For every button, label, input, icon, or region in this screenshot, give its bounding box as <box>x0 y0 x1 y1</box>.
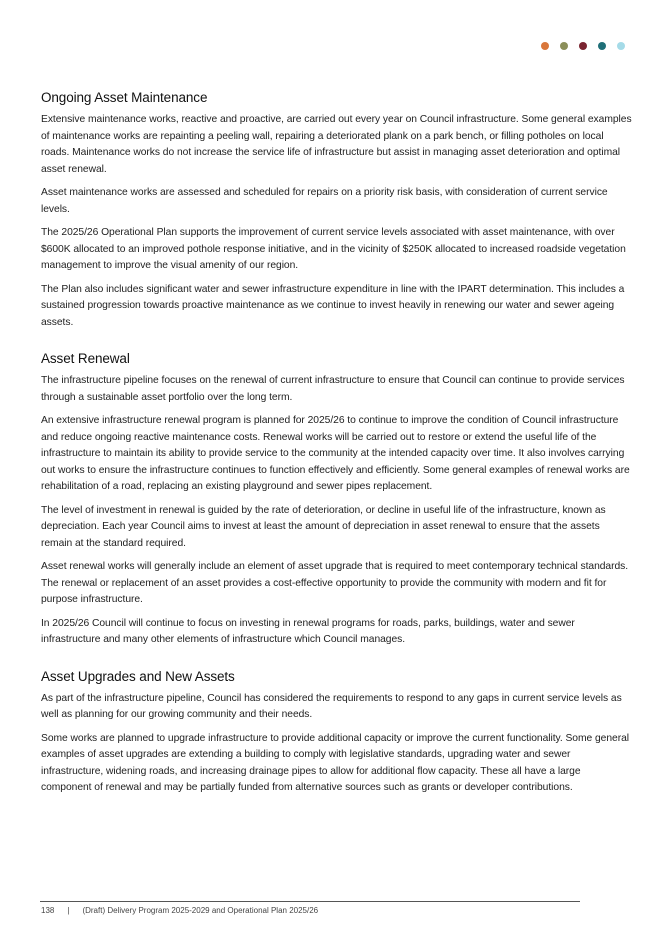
paragraph: In 2025/26 Council will continue to focus on investing in renewal programs for roads, parks, buildings, water and sewer infrastructure and many other elements of infrastructure which Council manages. <box>41 617 575 645</box>
decorative-dots <box>541 42 625 50</box>
maroon-dot <box>579 42 587 50</box>
section-ongoing-asset-maintenance <box>41 88 633 331</box>
footer-divider <box>40 901 580 902</box>
paragraph: An extensive infrastructure renewal program is planned for 2025/26 to continue to improve the condition of Council infrastructure and reduce ongoing reactive maintenance costs. Renewal works will be carried out to restore or extend the useful life of the infrastructure to maintain its ability to provide service to the community at the intended capacity over time. It also involves carrying out works to ensure the infrastructure continues to function effectively and efficiently. Some general examples of renewal works are rehabilitation of a road, replacing an existing playground and sewer pipes replacement. <box>41 415 630 492</box>
paragraph: The level of investment in renewal is guided by the rate of deterioration, or decline in useful life of the infrastructure, known as depreciation. Each year Council aims to invest at least the amount of depreciation in asset renewal to ensure that the assets remain at the standard required. <box>41 504 606 549</box>
document-body <box>41 88 633 815</box>
section-heading: Asset Upgrades and New Assets <box>41 668 235 684</box>
section-heading: Ongoing Asset Maintenance <box>41 90 208 105</box>
paragraph: Extensive maintenance works, reactive and proactive, are carried out every year on Council infrastructure. Some general examples of maintenance works are repainting a peeling wall, repairing a deteriorated plank on a park bench, or filling potholes on local roads. Maintenance works do not increase the service life of infrastructure but assist in managing asset deterioration and optimal asset renewal. <box>41 114 632 175</box>
paragraph: Asset renewal works will generally include an element of asset upgrade that is required to meet contemporary technical standards. The renewal or replacement of an asset provides a cost-effective opportunity to provide the community with modern and fit for purpose infrastructure. <box>41 561 629 605</box>
section-asset-upgrades-and-new-assets <box>41 667 633 797</box>
light-blue-dot <box>617 42 625 50</box>
page-footer <box>41 906 318 915</box>
paragraph: Asset maintenance works are assessed and scheduled for repairs on a priority risk basis, with consideration of current service levels. <box>41 187 608 215</box>
paragraph: Some works are planned to upgrade infrastructure to provide additional capacity or improve the current functionality. Some general examples of asset upgrades are extending a building to comply with legislative standards, upgrading water and sewer infrastructure, widening roads, and increasing drainage pipes to allow for additional flow capacity. These all have a large component of renewal and may be partially funded from alternative sources such as grants or developer contributions. <box>41 732 629 793</box>
orange-dot <box>541 42 549 50</box>
paragraph: The 2025/26 Operational Plan supports the improvement of current service levels associated with asset maintenance, with over $600K allocated to an improved pothole response initiative, and in the vicinity of $250K allocated to increased roadside vegetation management to improve the visual amenity of our region. <box>41 227 626 271</box>
paragraph: The infrastructure pipeline focuses on the renewal of current infrastructure to ensure that Council can continue to provide services through a sustainable asset portfolio over the long term. <box>41 375 625 403</box>
section-asset-renewal <box>41 349 633 649</box>
olive-dot <box>560 42 568 50</box>
footer-separator: | <box>67 906 70 915</box>
paragraph: The Plan also includes significant water and sewer infrastructure expenditure in line with the IPART determination. This includes a sustained progression towards proactive maintenance as we continue to invest heavily in renewing our water and sewer ageing assets. <box>41 283 625 328</box>
teal-dot <box>598 42 606 50</box>
paragraph: As part of the infrastructure pipeline, Council has considered the requirements to respond to any gaps in current service levels as well as planning for our growing community and their needs. <box>41 692 622 720</box>
section-heading: Asset Renewal <box>41 351 130 366</box>
footer-document-title: (Draft) Delivery Program 2025-2029 and Operational Plan 2025/26 <box>82 906 319 915</box>
page-number: 138 <box>41 906 55 915</box>
